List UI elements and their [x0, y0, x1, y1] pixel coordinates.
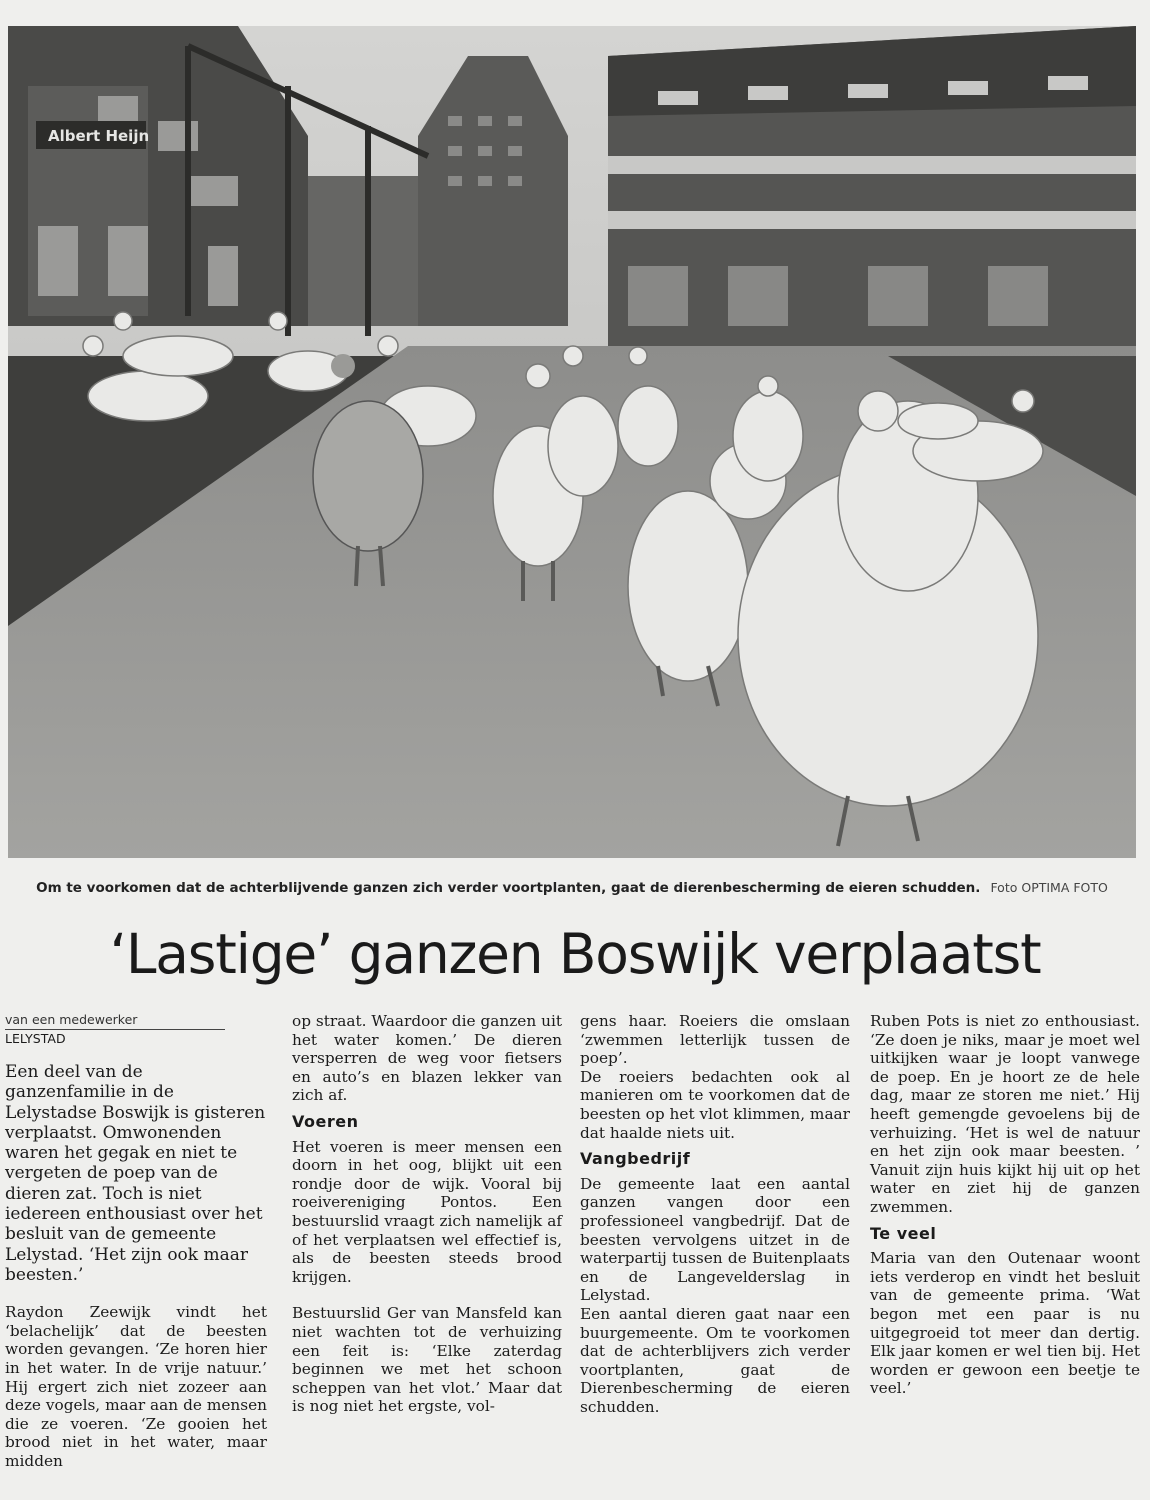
article-column-1 [5, 1012, 267, 1471]
byline: van een medewerker [5, 1012, 225, 1030]
paragraph: Het voeren is meer mensen een doorn in het oog, blijkt uit een rondje door de wijk. Vooral bij roeivereniging Pontos. Een bestuurslid vraagt zich namelijk af of het verplaatsen wel effectief is, als de beesten steeds brood krijgen. [292, 1137, 562, 1286]
subheading-voeren: Voeren [292, 1111, 359, 1131]
news-photo-geese [8, 26, 1136, 858]
paragraph: Maria van den Outenaar woont iets verderop en vindt het besluit van de gemeente prima. ‘Wat begon met een paar is nu uitgegroeid tot meer dan dertig. Elk jaar komen er wel tien bij. Het worden er gewoon een beetje te veel.’ [870, 1249, 1140, 1398]
article-column-3 [580, 1012, 850, 1416]
article-column-2 [292, 1012, 562, 1416]
paragraph: Een aantal dieren gaat naar een buurgemeente. Om te voorkomen dat de achterblijvers zich verder voortplanten, gaat de Dierenbescherming de eieren schudden. [580, 1304, 850, 1416]
photo-credit: Foto OPTIMA FOTO [990, 880, 1108, 895]
photo-illustration [8, 26, 1136, 858]
paragraph: De gemeente laat een aantal ganzen vangen door een professioneel vangbedrijf. Dat de beesten vervolgens uitzet in de waterpartij tussen de Buitenplaats en de Langevelderslag in Lelystad. [580, 1174, 850, 1305]
paragraph: Ruben Pots is niet zo enthousiast. ‘Ze doen je niks, maar je moet wel uitkijken waar je loopt vanwege de poep. En je hoort ze de hele dag, maar ze storen me niet.’ Hij heeft gemengde gevoelens bij de verhuizing. ‘Het is wel de natuur en het zijn ook maar beesten. ’ Vanuit zijn huis kijkt hij uit op het water en ziet hij de ganzen zwemmen. [870, 1012, 1140, 1216]
subheading-te-veel: Te veel [870, 1223, 937, 1243]
paragraph: Raydon Zeewijk vindt het ‘belachelijk’ dat de beesten worden gevangen. ‘Ze horen hier in het water. In de vrije natuur.’ Hij ergert zich niet zozeer aan deze vogels, maar aan de mensen die ze voeren. ‘Ze gooien het brood niet in het water, maar midden [5, 1303, 267, 1471]
article-headline: ‘Lastige’ ganzen Boswijk verplaatst [109, 922, 1041, 986]
subheading-vangbedrijf: Vangbedrijf [580, 1149, 691, 1169]
paragraph: gens haar. Roeiers die omslaan ‘zwemmen letterlijk tussen de poep’. [580, 1012, 850, 1068]
dateline: LELYSTAD [5, 1031, 66, 1046]
article-lead: Een deel van de ganzenfamilie in de Lelystadse Boswijk is gisteren verplaatst. Omwonenden waren het gegak en niet te vergeten de poep van de dieren zat. Toch is niet iedereen enthousiast over het besluit van de gemeente Lelystad. ‘Het zijn ook maar beesten.’ [5, 1062, 266, 1285]
paragraph: De roeiers bedachten ook al manieren om te voorkomen dat de beesten op het vlot klimmen, maar dat haalde niets uit. [580, 1067, 850, 1142]
albert-heijn-sign: Albert Heijn [48, 127, 150, 145]
caption-text: Om te voorkomen dat de achterblijvende ganzen zich verder voortplanten, gaat de dierenbescherming de eieren schudden. [36, 880, 981, 896]
photo-caption [8, 880, 1136, 896]
paragraph: Bestuurslid Ger van Mansfeld kan niet wachten tot de verhuizing een feit is: ‘Elke zaterdag beginnen we met het schoon scheppen van het vlot.’ Maar dat is nog niet het ergste, vol- [292, 1304, 562, 1416]
paragraph: op straat. Waardoor die ganzen uit het water komen.’ De dieren versperren de weg voor fietsers en auto’s en blazen lekker van zich af. [292, 1012, 562, 1105]
article-column-4 [870, 1012, 1140, 1398]
